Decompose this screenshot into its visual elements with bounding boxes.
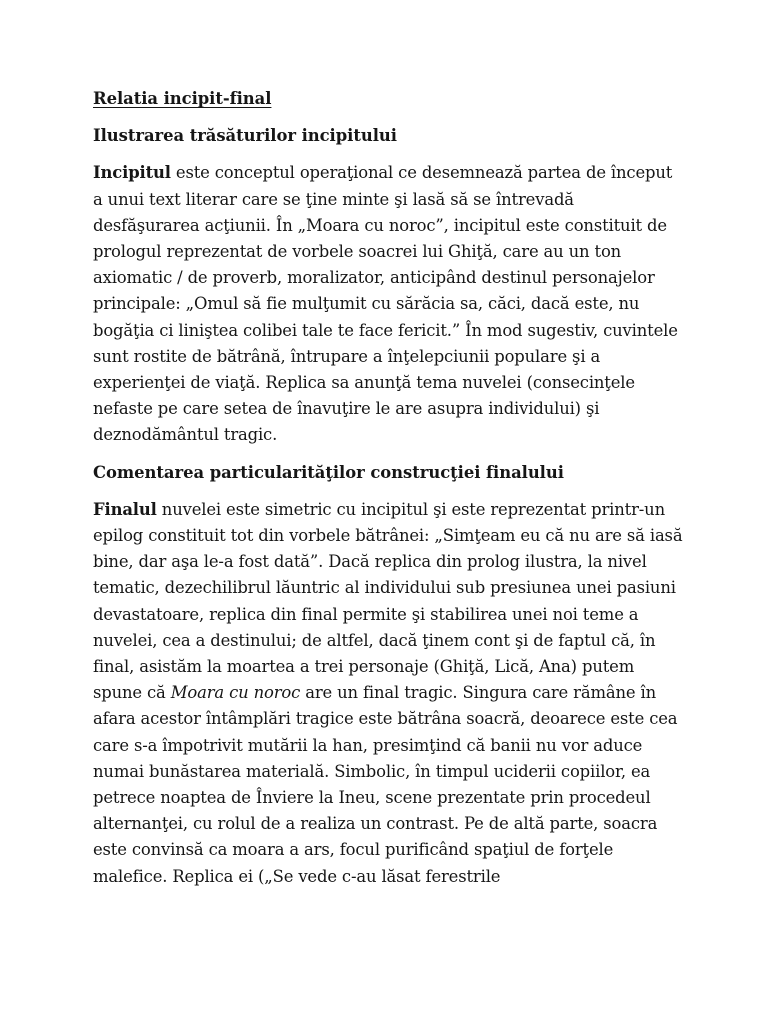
paragraph-body-final-part1: nuvelei este simetric cu incipitul şi este reprezentat printr-un epilog constituit tot din vorbele bătrânei: „Simţeam eu că nu are să iasă bine, dar aşa le-a fost dată”. Dacă replica din prolog ilustra, la nivel tematic, dezechilibrul lăuntric al individului sub presiunea unei pasiuni devastatoare, replica din final permite şi stabilirea unei noi teme a nuvelei, cea a destinului; de altfel, dacă ţinem cont şi de faptul că, în final, asistăm la moartea a trei personaje (Ghiţă, Lică, Ana) putem spune că: [93, 499, 683, 703]
section-heading-final: Comentarea particularităţilor construcţiei finalului: [93, 462, 564, 482]
paragraph-lead-incipit: Incipitul: [93, 163, 171, 183]
paragraph-body-incipit: este conceptul operaţional ce desemnează partea de început a unui text literar care se ţine minte şi lasă să se întrevadă desfăşurarea acţiunii. În „Moara cu noroc”, incipitul este constituit de prologul reprezentat de vorbele soacrei lui Ghiţă, care au un ton axiomatic / de proverb, moralizator, anticipând destinul personajelor principale: „Omul să fie mulţumit cu sărăcia sa, căci, dacă este, nu bogăţia ci liniştea colibei tale te face fericit.” În mod sugestiv, cuvintele sunt rostite de bătrână, întrupare a înţelepciunii populare şi a experienţei de viaţă. Replica sa anunţă tema nuvelei (consecinţele nefaste pe care setea de înavuţire le are asupra individului) şi deznodământul tragic.: [93, 163, 678, 445]
document-title: Relatia incipit-final: [93, 89, 272, 108]
paragraph-final: [93, 497, 683, 890]
work-title-italic: Moara cu noroc: [170, 683, 301, 703]
paragraph-incipit: [93, 160, 683, 448]
document-page: [93, 86, 683, 890]
paragraph-lead-final: Finalul: [93, 499, 157, 519]
paragraph-body-final-part2: are un final tragic. Singura care rămâne în afara acestor întâmplări tragice este bătrâna soacră, deoarece este cea care s-a împotrivit mutării la han, presimţind că banii nu vor aduce numai bunăstarea materială. Simbolic, în timpul uciderii copiilor, ea petrece noaptea de Înviere la Ineu, scene prezentate prin procedeul alternanţei, cu rolul de a realiza un contrast. Pe de altă parte, soacra este convinsă ca moara a ars, focul purificând spaţiul de forţele malefice. Replica ei („Se vede c-au lăsat ferestrile: [93, 683, 678, 886]
section-heading-incipit: Ilustrarea trăsăturilor incipitului: [93, 126, 397, 146]
